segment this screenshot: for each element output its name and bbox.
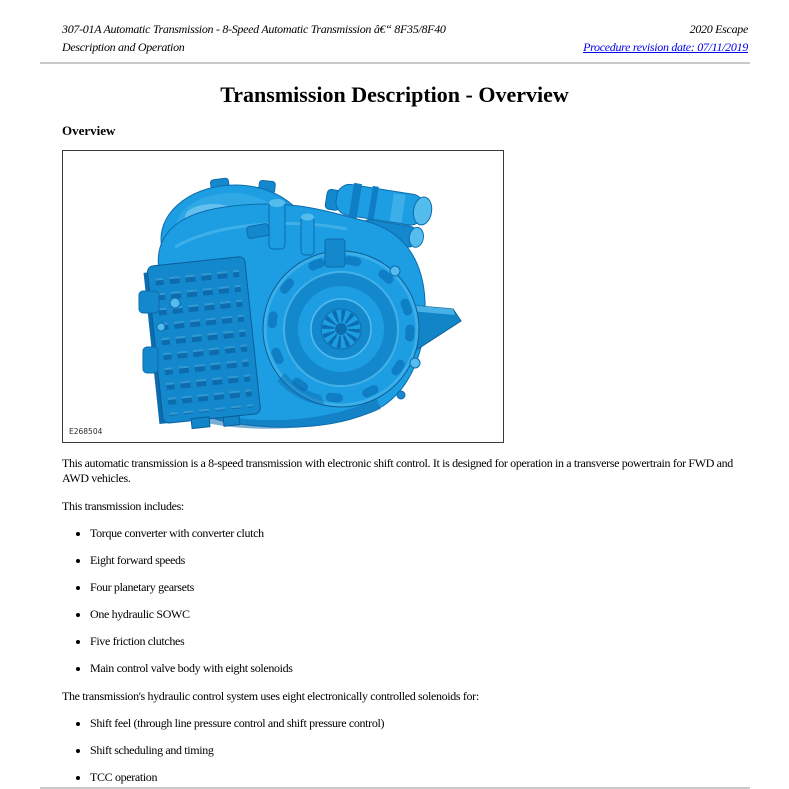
- list-item: • Main control valve body with eight solenoids: [90, 661, 702, 676]
- header-section-line: 307-01A Automatic Transmission - 8-Speed Automatic Transmission â€“ 8F35/8F40: [62, 22, 446, 36]
- document-header: [0, 20, 789, 56]
- body-copy: [0, 456, 789, 785]
- header-subsection-line: Description and Operation: [62, 40, 185, 54]
- header-left-block: [62, 20, 446, 56]
- header-vehicle: 2020 Escape: [689, 22, 748, 36]
- list-item: • Five friction clutches: [90, 634, 702, 649]
- list-item: • TCC operation: [90, 770, 702, 785]
- includes-intro: This transmission includes:: [62, 499, 184, 513]
- figure-id-label: E268504: [69, 427, 103, 436]
- list-item: • Shift feel (through line pressure control and shift pressure control): [90, 716, 702, 731]
- list-item: • Four planetary gearsets: [90, 580, 702, 595]
- solenoids-list: [62, 716, 702, 785]
- transmission-illustration: [63, 151, 503, 442]
- procedure-revision-link[interactable]: Procedure revision date: 07/11/2019: [583, 40, 748, 54]
- solenoids-intro: The transmission's hydraulic control system uses eight electronically controlled solenoids for:: [62, 689, 479, 703]
- overview-heading: Overview: [62, 123, 116, 138]
- list-item: • Shift scheduling and timing: [90, 743, 702, 758]
- intro-paragraph: This automatic transmission is a 8-speed transmission with electronic shift control. It is designed for operation in a transverse powertrain for FWD and AWD vehicles.: [62, 456, 733, 485]
- ribbed-valve-body: [143, 256, 262, 433]
- transmission-figure: [62, 150, 504, 443]
- list-item: • Torque converter with converter clutch: [90, 526, 702, 541]
- list-item: • One hydraulic SOWC: [90, 607, 702, 622]
- list-item: • Eight forward speeds: [90, 553, 702, 568]
- header-divider: [40, 62, 750, 64]
- includes-list: [62, 526, 702, 676]
- header-right-block: [583, 20, 748, 56]
- page-title: Transmission Description - Overview: [220, 82, 569, 107]
